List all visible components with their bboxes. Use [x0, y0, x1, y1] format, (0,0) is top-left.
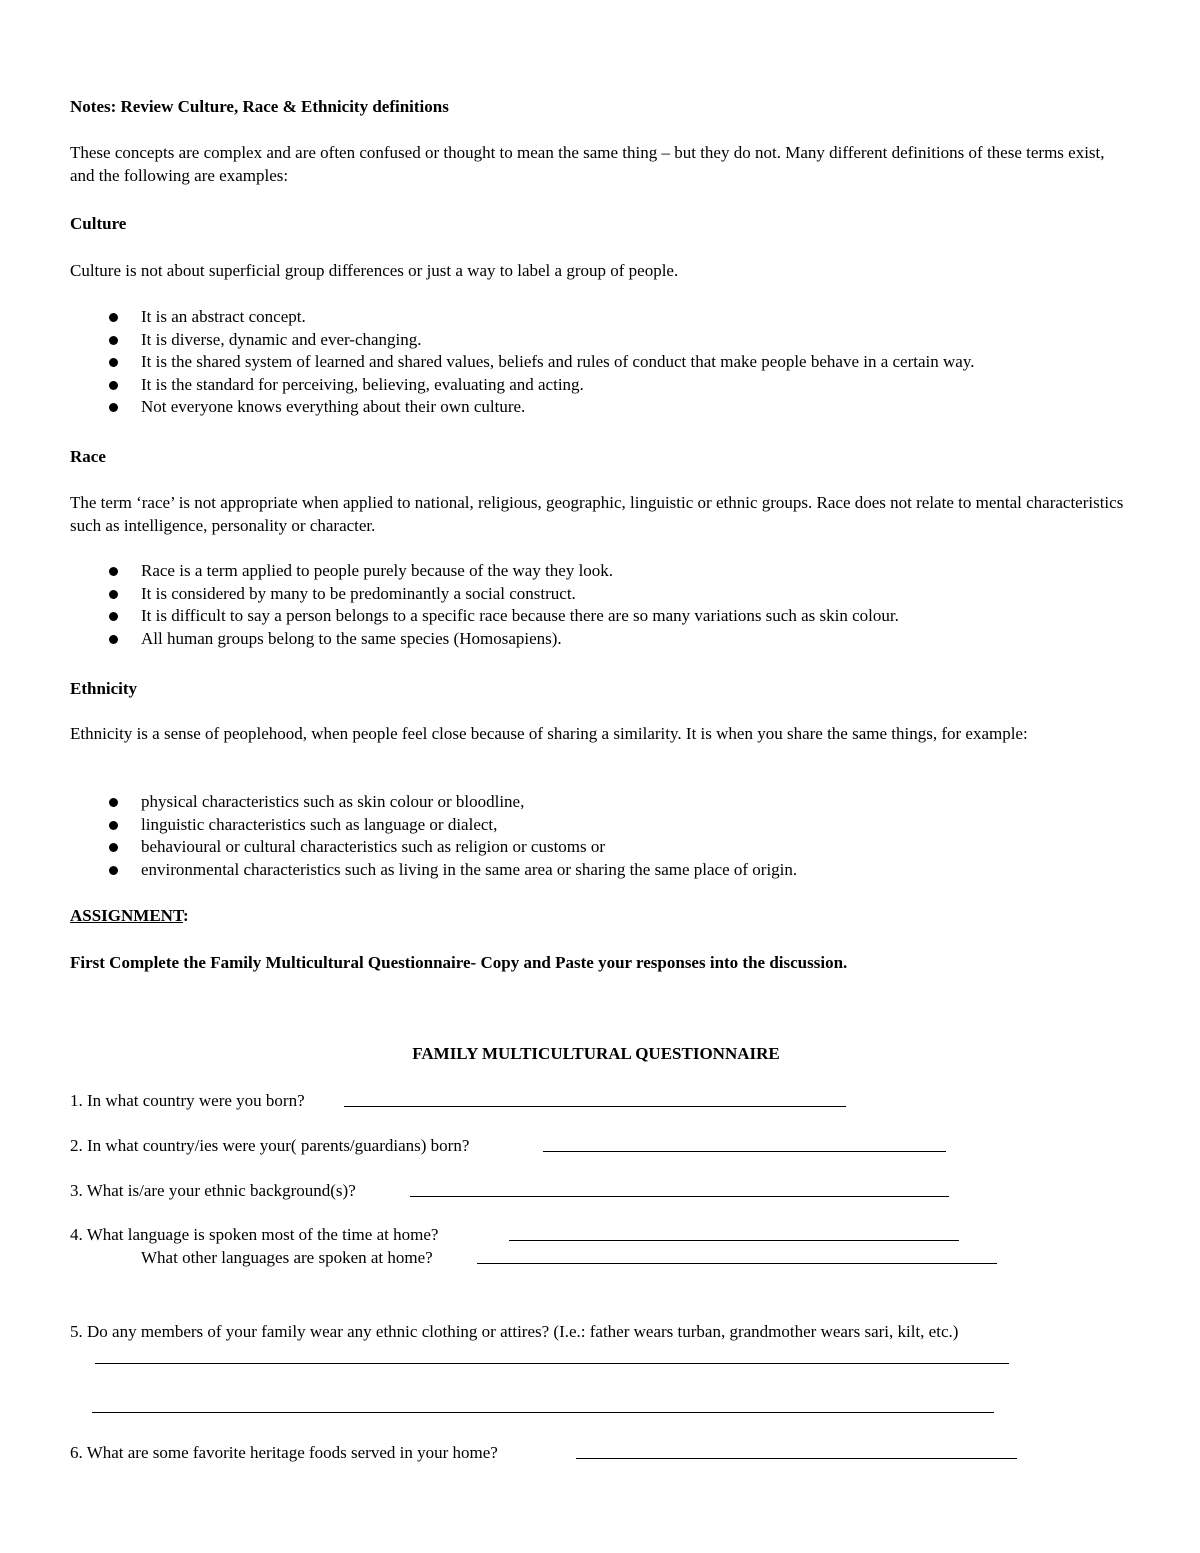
culture-paragraph: Culture is not about superficial group differences or just a way to label a group of people.: [70, 261, 679, 280]
list-item: It is diverse, dynamic and ever-changing.: [0, 329, 974, 352]
question-4: 4. What language is spoken most of the time at home?: [70, 1225, 439, 1244]
answer-line-4a[interactable]: [509, 1240, 959, 1241]
list-item: behavioural or cultural characteristics such as religion or customs or: [0, 836, 797, 859]
race-bullet-list: [0, 560, 899, 650]
list-item: It is an abstract concept.: [0, 306, 974, 329]
list-item: Not everyone knows everything about their own culture.: [0, 396, 974, 419]
bullet-icon: [109, 336, 118, 345]
question-6: 6. What are some favorite heritage foods served in your home?: [70, 1443, 498, 1462]
answer-line-6[interactable]: [576, 1458, 1017, 1459]
race-heading: Race: [70, 447, 106, 466]
bullet-icon: [109, 866, 118, 875]
answer-line-2[interactable]: [543, 1151, 946, 1152]
notes-heading: Notes: Review Culture, Race & Ethnicity definitions: [70, 97, 449, 116]
bullet-icon: [109, 635, 118, 644]
question-4b: What other languages are spoken at home?: [141, 1248, 433, 1267]
bullet-icon: [109, 403, 118, 412]
answer-line-4b[interactable]: [477, 1263, 997, 1264]
answer-line-3[interactable]: [410, 1196, 949, 1197]
bullet-icon: [109, 843, 118, 852]
list-item: It is the shared system of learned and shared values, beliefs and rules of conduct that make people behave in a certain way.: [0, 351, 974, 374]
answer-line-1[interactable]: [344, 1106, 846, 1107]
list-item: linguistic characteristics such as language or dialect,: [0, 814, 797, 837]
list-item: All human groups belong to the same species (Homosapiens).: [0, 628, 899, 651]
answer-line-5b[interactable]: [92, 1412, 994, 1413]
notes-intro: These concepts are complex and are often confused or thought to mean the same thing – but they do not. Many different definitions of these terms exist, and the following are examples:: [70, 143, 1105, 185]
ethnicity-heading: Ethnicity: [70, 679, 138, 698]
list-item: It is difficult to say a person belongs to a specific race because there are so many variations such as skin colour.: [0, 605, 899, 628]
ethnicity-paragraph: Ethnicity is a sense of peoplehood, when people feel close because of sharing a similarity. It is when you share the same things, for example:: [70, 724, 1028, 743]
list-item: physical characteristics such as skin colour or bloodline,: [0, 791, 797, 814]
ethnicity-bullet-list: [0, 791, 797, 881]
bullet-icon: [109, 313, 118, 322]
list-item: It is the standard for perceiving, believing, evaluating and acting.: [0, 374, 974, 397]
bullet-icon: [109, 381, 118, 390]
list-item: Race is a term applied to people purely because of the way they look.: [0, 560, 899, 583]
bullet-icon: [109, 612, 118, 621]
question-1: 1. In what country were you born?: [70, 1091, 305, 1110]
assignment-instruction: First Complete the Family Multicultural Questionnaire- Copy and Paste your responses into the discussion.: [70, 953, 848, 972]
bullet-icon: [109, 590, 118, 599]
culture-bullet-list: [0, 306, 974, 419]
bullet-icon: [109, 821, 118, 830]
question-2: 2. In what country/ies were your( parents/guardians) born?: [70, 1136, 470, 1155]
bullet-icon: [109, 798, 118, 807]
questionnaire-title: FAMILY MULTICULTURAL QUESTIONNAIRE: [412, 1044, 780, 1063]
answer-line-5a[interactable]: [95, 1363, 1009, 1364]
list-item: environmental characteristics such as living in the same area or sharing the same place of origin.: [0, 859, 797, 882]
bullet-icon: [109, 567, 118, 576]
question-3: 3. What is/are your ethnic background(s)?: [70, 1181, 356, 1200]
assignment-heading: ASSIGNMENT:: [70, 906, 189, 925]
race-paragraph: The term ‘race’ is not appropriate when applied to national, religious, geographic, linguistic or ethnic groups. Race does not relate to mental characteristics such as intelligence, personality or character.: [70, 493, 1124, 535]
question-5: 5. Do any members of your family wear any ethnic clothing or attires? (I.e.: father wears turban, grandmother wears sari, kilt, etc.): [70, 1322, 959, 1341]
list-item: It is considered by many to be predominantly a social construct.: [0, 583, 899, 606]
culture-heading: Culture: [70, 214, 127, 233]
bullet-icon: [109, 358, 118, 367]
